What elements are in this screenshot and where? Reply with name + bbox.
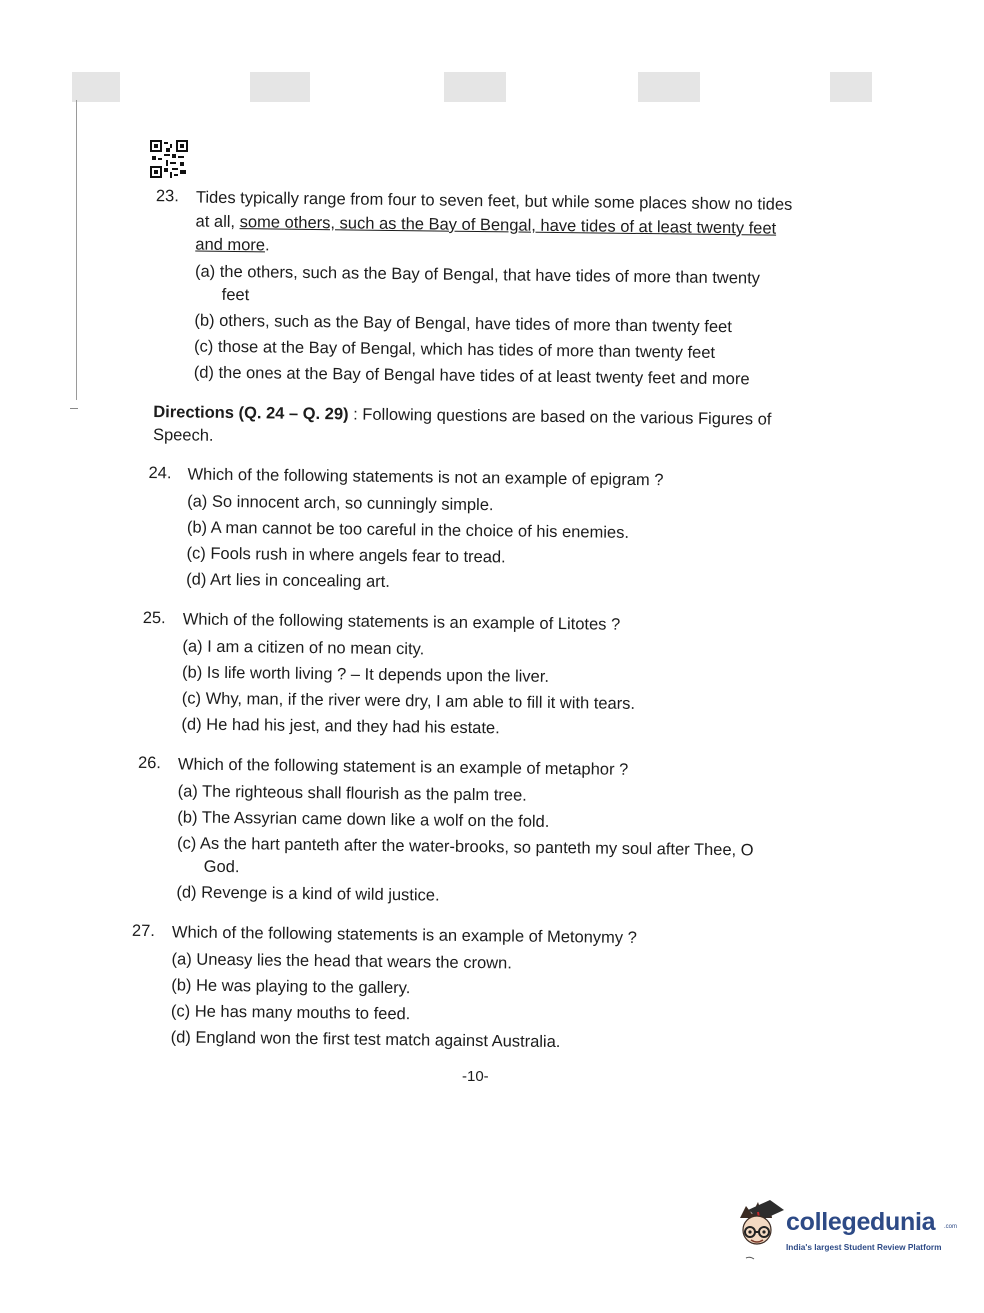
- q26-option-d: [176, 882, 439, 905]
- option-label: (d): [186, 570, 207, 589]
- option-text: Is life worth living ? – It depends upon the liver.: [206, 663, 550, 686]
- option-label: (c): [181, 689, 202, 708]
- option-label: (a): [187, 492, 208, 511]
- q25-number: 25.: [142, 608, 166, 628]
- option-label: (c): [186, 544, 206, 563]
- q25-option-b: [182, 662, 549, 686]
- option-label: (d): [181, 715, 202, 734]
- q23-stem-line1: Tides typically range from four to seven feet, but while some places show no tides: [195, 188, 793, 214]
- option-text: Uneasy lies the head that wears the crown.: [196, 950, 512, 973]
- q23-option-d: [194, 363, 750, 390]
- q24-option-d: [186, 569, 390, 591]
- option-text: Art lies in concealing art.: [209, 570, 390, 591]
- directions-text: : Following questions are based on the various Figures of: [348, 405, 772, 429]
- option-text: I am a citizen of no mean city.: [207, 637, 425, 659]
- q23-stem-line2: [195, 212, 776, 239]
- option-text: He had his jest, and they had his estate.: [206, 715, 500, 738]
- option-label: (c): [176, 834, 197, 853]
- mascot-icon: [728, 1196, 786, 1262]
- q23-option-b: [194, 311, 732, 338]
- q27-option-c: [171, 1001, 411, 1024]
- option-text: A man cannot be too careful in the choice of his enemies.: [210, 518, 630, 542]
- option-text: England won the first test match against Australia.: [195, 1028, 561, 1052]
- option-label: (c): [170, 1002, 191, 1021]
- q27-option-a: [171, 949, 512, 973]
- option-label: (b): [171, 976, 192, 995]
- directions-line1: [153, 402, 771, 430]
- logo-tagline: India's largest Student Review Platform: [786, 1242, 942, 1252]
- q23-option-a-cont: feet: [221, 285, 250, 305]
- q23-number: 23.: [155, 187, 179, 206]
- q25-option-c: [182, 688, 635, 714]
- option-text: He was playing to the gallery.: [195, 976, 411, 998]
- q27-number: 27.: [131, 921, 155, 941]
- q24-option-c: [186, 543, 505, 567]
- option-text: As the hart panteth after the water-brooks, so panteth my soul after Thee, O: [199, 834, 754, 860]
- option-text: He has many mouths to feed.: [194, 1002, 411, 1024]
- option-label: (b): [186, 518, 208, 537]
- q26-option-a: [178, 781, 527, 805]
- option-text: The Assyrian came down like a wolf on the fold.: [201, 808, 550, 831]
- option-label: (a): [177, 782, 198, 801]
- q23-underlined-part: some others, such as the Bay of Bengal, have tides of at least twenty feet: [239, 213, 777, 238]
- q26-option-c-cont: God.: [203, 857, 240, 877]
- option-label: (c): [193, 337, 214, 356]
- q23-option-a: [195, 262, 760, 289]
- option-text: So innocent arch, so cunningly simple.: [211, 492, 494, 515]
- q27-option-b: [171, 975, 410, 998]
- option-text: the others, such as the Bay of Bengal, that have tides of more than twenty: [219, 262, 761, 288]
- q26-stem: Which of the following statement is an example of metaphor ?: [177, 755, 629, 779]
- q27-stem: Which of the following statements is an example of Metonymy ?: [171, 923, 637, 948]
- directions-line2: Speech.: [152, 426, 214, 445]
- option-label: (a): [194, 262, 216, 281]
- q24-option-b: [187, 517, 629, 542]
- option-label: (b): [177, 808, 198, 827]
- option-label: (d): [193, 363, 215, 382]
- q25-stem: Which of the following statements is an example of Litotes ?: [182, 610, 621, 634]
- option-label: (a): [171, 950, 192, 969]
- option-text: those at the Bay of Bengal, which has tides of more than twenty feet: [217, 337, 716, 362]
- option-text: others, such as the Bay of Bengal, have tides of more than twenty feet: [219, 311, 732, 337]
- collegedunia-watermark: [728, 1196, 958, 1262]
- page-number: -10-: [462, 1068, 489, 1085]
- q23-stem-line3: [195, 235, 270, 256]
- q24-number: 24.: [148, 464, 172, 483]
- q25-option-a: [182, 636, 424, 659]
- q27-option-d: [171, 1027, 561, 1052]
- option-label: (d): [176, 883, 197, 902]
- q23-stem-plain: at all,: [195, 212, 236, 232]
- q26-option-b: [177, 807, 549, 832]
- q23-stem-period: .: [264, 236, 270, 255]
- q23-option-c: [194, 337, 715, 363]
- option-text: the ones at the Bay of Bengal have tides of at least twenty feet and more: [218, 363, 750, 389]
- option-text: The righteous shall flourish as the palm tree.: [202, 782, 527, 805]
- q26-number: 26.: [137, 753, 162, 773]
- option-text: Revenge is a kind of wild justice.: [201, 883, 440, 905]
- option-label: (b): [181, 663, 203, 682]
- q26-option-c: [177, 833, 754, 860]
- logo-com: .com: [944, 1224, 958, 1230]
- directions-heading: Directions (Q. 24 – Q. 29): [153, 403, 349, 424]
- q25-option-d: [181, 714, 500, 738]
- option-label: (d): [170, 1028, 191, 1047]
- q24-option-a: [187, 491, 494, 515]
- q23-underlined-end: and more: [195, 235, 266, 255]
- option-text: Why, man, if the river were dry, I am able to fill it with tears.: [205, 689, 636, 713]
- option-text: Fools rush in where angels fear to tread.: [210, 544, 506, 567]
- option-label: (b): [194, 311, 215, 330]
- option-label: (a): [182, 637, 203, 656]
- logo-text: collegedunia: [786, 1208, 936, 1236]
- q24-stem: Which of the following statements is not an example of epigram ?: [187, 465, 664, 490]
